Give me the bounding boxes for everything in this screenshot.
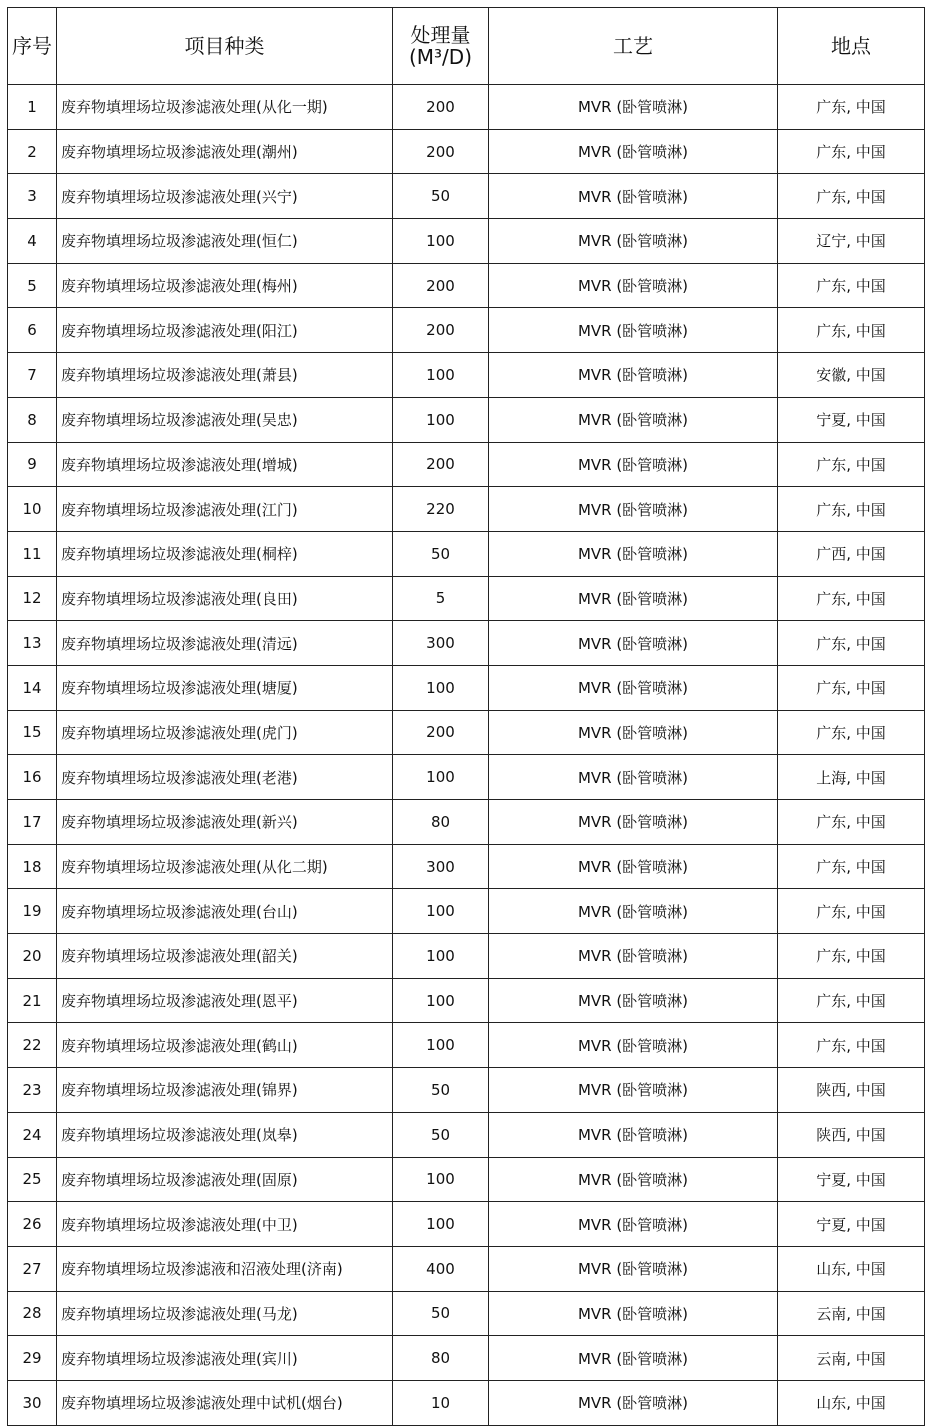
table-row [8, 487, 925, 532]
table-row [8, 1112, 925, 1157]
cell-no: 21 [8, 978, 57, 1023]
table-row [8, 621, 925, 666]
table-row [8, 889, 925, 934]
table-row [8, 1023, 925, 1068]
cell-location: 广东, 中国 [778, 889, 925, 934]
cell-capacity: 100 [393, 397, 489, 442]
cell-no: 30 [8, 1380, 57, 1425]
header-process: 工艺 [489, 8, 778, 85]
cell-location: 广东, 中国 [778, 85, 925, 130]
table-row [8, 1068, 925, 1113]
cell-location: 广东, 中国 [778, 800, 925, 845]
cell-name: 废弃物填埋场垃圾渗滤液处理中试机(烟台) [57, 1380, 393, 1425]
table-row [8, 129, 925, 174]
cell-location: 广东, 中国 [778, 978, 925, 1023]
cell-name: 废弃物填埋场垃圾渗滤液处理(鹤山) [57, 1023, 393, 1068]
cell-process: MVR (卧管喷淋) [489, 308, 778, 353]
cell-capacity: 100 [393, 934, 489, 979]
cell-location: 辽宁, 中国 [778, 219, 925, 264]
cell-name: 废弃物填埋场垃圾渗滤液处理(阳江) [57, 308, 393, 353]
cell-capacity: 200 [393, 263, 489, 308]
header-capacity-line1: 处理量 [410, 23, 471, 47]
cell-location: 广东, 中国 [778, 487, 925, 532]
cell-process: MVR (卧管喷淋) [489, 487, 778, 532]
table-row [8, 308, 925, 353]
cell-process: MVR (卧管喷淋) [489, 755, 778, 800]
table-row [8, 710, 925, 755]
cell-capacity: 100 [393, 1157, 489, 1202]
cell-name: 废弃物填埋场垃圾渗滤液处理(宾川) [57, 1336, 393, 1381]
cell-capacity: 100 [393, 1023, 489, 1068]
cell-capacity: 80 [393, 800, 489, 845]
cell-capacity: 50 [393, 531, 489, 576]
cell-process: MVR (卧管喷淋) [489, 1246, 778, 1291]
cell-process: MVR (卧管喷淋) [489, 576, 778, 621]
cell-process: MVR (卧管喷淋) [489, 844, 778, 889]
header-capacity [393, 8, 489, 85]
cell-name: 废弃物填埋场垃圾渗滤液处理(清远) [57, 621, 393, 666]
cell-capacity: 400 [393, 1246, 489, 1291]
cell-location: 广东, 中国 [778, 665, 925, 710]
cell-no: 9 [8, 442, 57, 487]
cell-capacity: 200 [393, 85, 489, 130]
cell-location: 广东, 中国 [778, 442, 925, 487]
cell-capacity: 100 [393, 978, 489, 1023]
cell-name: 废弃物填埋场垃圾渗滤液处理(吴忠) [57, 397, 393, 442]
cell-capacity: 50 [393, 1291, 489, 1336]
cell-process: MVR (卧管喷淋) [489, 353, 778, 398]
table-row [8, 1202, 925, 1247]
cell-location: 山东, 中国 [778, 1380, 925, 1425]
table-header [8, 8, 925, 85]
cell-location: 广东, 中国 [778, 308, 925, 353]
cell-process: MVR (卧管喷淋) [489, 531, 778, 576]
cell-no: 6 [8, 308, 57, 353]
cell-process: MVR (卧管喷淋) [489, 397, 778, 442]
cell-name: 废弃物填埋场垃圾渗滤液处理(梅州) [57, 263, 393, 308]
cell-process: MVR (卧管喷淋) [489, 1112, 778, 1157]
cell-name: 废弃物填埋场垃圾渗滤液处理(从化二期) [57, 844, 393, 889]
cell-process: MVR (卧管喷淋) [489, 710, 778, 755]
cell-capacity: 100 [393, 219, 489, 264]
cell-no: 16 [8, 755, 57, 800]
header-row [8, 8, 925, 85]
cell-no: 4 [8, 219, 57, 264]
cell-location: 广东, 中国 [778, 576, 925, 621]
cell-name: 废弃物填埋场垃圾渗滤液处理(萧县) [57, 353, 393, 398]
cell-capacity: 200 [393, 710, 489, 755]
cell-location: 云南, 中国 [778, 1336, 925, 1381]
cell-no: 17 [8, 800, 57, 845]
cell-no: 15 [8, 710, 57, 755]
cell-no: 26 [8, 1202, 57, 1247]
cell-process: MVR (卧管喷淋) [489, 621, 778, 666]
cell-process: MVR (卧管喷淋) [489, 1336, 778, 1381]
header-capacity-unit: (M³/D) [408, 45, 473, 69]
cell-no: 11 [8, 531, 57, 576]
table-row [8, 1157, 925, 1202]
table-row [8, 1291, 925, 1336]
table-row [8, 85, 925, 130]
cell-location: 安徽, 中国 [778, 353, 925, 398]
cell-no: 8 [8, 397, 57, 442]
table-row [8, 755, 925, 800]
table-row [8, 531, 925, 576]
header-name: 项目种类 [57, 8, 393, 85]
cell-name: 废弃物填埋场垃圾渗滤液和沼液处理(济南) [57, 1246, 393, 1291]
cell-location: 宁夏, 中国 [778, 397, 925, 442]
cell-no: 1 [8, 85, 57, 130]
cell-capacity: 300 [393, 844, 489, 889]
cell-no: 14 [8, 665, 57, 710]
cell-capacity: 100 [393, 889, 489, 934]
cell-location: 陕西, 中国 [778, 1112, 925, 1157]
header-location: 地点 [778, 8, 925, 85]
cell-name: 废弃物填埋场垃圾渗滤液处理(马龙) [57, 1291, 393, 1336]
cell-no: 25 [8, 1157, 57, 1202]
cell-name: 废弃物填埋场垃圾渗滤液处理(岚皋) [57, 1112, 393, 1157]
cell-capacity: 5 [393, 576, 489, 621]
table-row [8, 219, 925, 264]
cell-process: MVR (卧管喷淋) [489, 934, 778, 979]
cell-process: MVR (卧管喷淋) [489, 263, 778, 308]
cell-capacity: 100 [393, 665, 489, 710]
cell-name: 废弃物填埋场垃圾渗滤液处理(潮州) [57, 129, 393, 174]
cell-name: 废弃物填埋场垃圾渗滤液处理(桐梓) [57, 531, 393, 576]
cell-name: 废弃物填埋场垃圾渗滤液处理(韶关) [57, 934, 393, 979]
cell-location: 广东, 中国 [778, 710, 925, 755]
cell-process: MVR (卧管喷淋) [489, 174, 778, 219]
table-row [8, 665, 925, 710]
table-row [8, 844, 925, 889]
cell-no: 20 [8, 934, 57, 979]
table-row [8, 1336, 925, 1381]
projects-table [7, 7, 925, 1426]
cell-capacity: 100 [393, 1202, 489, 1247]
cell-name: 废弃物填埋场垃圾渗滤液处理(江门) [57, 487, 393, 532]
cell-location: 宁夏, 中国 [778, 1157, 925, 1202]
cell-name: 废弃物填埋场垃圾渗滤液处理(塘厦) [57, 665, 393, 710]
cell-process: MVR (卧管喷淋) [489, 129, 778, 174]
cell-no: 12 [8, 576, 57, 621]
cell-location: 广东, 中国 [778, 844, 925, 889]
cell-location: 云南, 中国 [778, 1291, 925, 1336]
cell-no: 7 [8, 353, 57, 398]
cell-no: 28 [8, 1291, 57, 1336]
cell-location: 广东, 中国 [778, 1023, 925, 1068]
table-row [8, 397, 925, 442]
cell-process: MVR (卧管喷淋) [489, 665, 778, 710]
table-row [8, 978, 925, 1023]
cell-capacity: 50 [393, 1068, 489, 1113]
cell-name: 废弃物填埋场垃圾渗滤液处理(增城) [57, 442, 393, 487]
cell-name: 废弃物填埋场垃圾渗滤液处理(固原) [57, 1157, 393, 1202]
cell-location: 广西, 中国 [778, 531, 925, 576]
cell-process: MVR (卧管喷淋) [489, 1291, 778, 1336]
cell-capacity: 100 [393, 353, 489, 398]
cell-capacity: 10 [393, 1380, 489, 1425]
cell-name: 废弃物填埋场垃圾渗滤液处理(良田) [57, 576, 393, 621]
header-no: 序号 [8, 8, 57, 85]
cell-no: 23 [8, 1068, 57, 1113]
cell-process: MVR (卧管喷淋) [489, 219, 778, 264]
cell-name: 废弃物填埋场垃圾渗滤液处理(中卫) [57, 1202, 393, 1247]
cell-process: MVR (卧管喷淋) [489, 978, 778, 1023]
cell-no: 18 [8, 844, 57, 889]
cell-process: MVR (卧管喷淋) [489, 1068, 778, 1113]
table-row [8, 263, 925, 308]
cell-no: 19 [8, 889, 57, 934]
cell-name: 废弃物填埋场垃圾渗滤液处理(恒仁) [57, 219, 393, 264]
cell-no: 10 [8, 487, 57, 532]
cell-process: MVR (卧管喷淋) [489, 800, 778, 845]
cell-capacity: 200 [393, 308, 489, 353]
cell-location: 广东, 中国 [778, 263, 925, 308]
cell-location: 广东, 中国 [778, 129, 925, 174]
cell-process: MVR (卧管喷淋) [489, 1380, 778, 1425]
cell-location: 广东, 中国 [778, 174, 925, 219]
cell-process: MVR (卧管喷淋) [489, 889, 778, 934]
cell-no: 24 [8, 1112, 57, 1157]
table-body [8, 85, 925, 1426]
cell-name: 废弃物填埋场垃圾渗滤液处理(老港) [57, 755, 393, 800]
cell-location: 广东, 中国 [778, 621, 925, 666]
cell-capacity: 220 [393, 487, 489, 532]
table-row [8, 1380, 925, 1425]
cell-process: MVR (卧管喷淋) [489, 85, 778, 130]
cell-capacity: 80 [393, 1336, 489, 1381]
cell-process: MVR (卧管喷淋) [489, 1157, 778, 1202]
cell-no: 5 [8, 263, 57, 308]
cell-name: 废弃物填埋场垃圾渗滤液处理(虎门) [57, 710, 393, 755]
cell-location: 山东, 中国 [778, 1246, 925, 1291]
table-row [8, 442, 925, 487]
cell-location: 陕西, 中国 [778, 1068, 925, 1113]
table-row [8, 934, 925, 979]
cell-process: MVR (卧管喷淋) [489, 1023, 778, 1068]
cell-location: 上海, 中国 [778, 755, 925, 800]
cell-no: 27 [8, 1246, 57, 1291]
cell-capacity: 300 [393, 621, 489, 666]
cell-process: MVR (卧管喷淋) [489, 1202, 778, 1247]
cell-capacity: 100 [393, 755, 489, 800]
cell-process: MVR (卧管喷淋) [489, 442, 778, 487]
table-row [8, 353, 925, 398]
cell-location: 广东, 中国 [778, 934, 925, 979]
cell-name: 废弃物填埋场垃圾渗滤液处理(兴宁) [57, 174, 393, 219]
cell-name: 废弃物填埋场垃圾渗滤液处理(恩平) [57, 978, 393, 1023]
cell-location: 宁夏, 中国 [778, 1202, 925, 1247]
table-row [8, 800, 925, 845]
cell-capacity: 50 [393, 174, 489, 219]
cell-name: 废弃物填埋场垃圾渗滤液处理(从化一期) [57, 85, 393, 130]
cell-capacity: 50 [393, 1112, 489, 1157]
cell-no: 29 [8, 1336, 57, 1381]
table-row [8, 1246, 925, 1291]
cell-no: 13 [8, 621, 57, 666]
cell-name: 废弃物填埋场垃圾渗滤液处理(台山) [57, 889, 393, 934]
cell-no: 3 [8, 174, 57, 219]
table-row [8, 174, 925, 219]
cell-capacity: 200 [393, 129, 489, 174]
cell-name: 废弃物填埋场垃圾渗滤液处理(锦界) [57, 1068, 393, 1113]
cell-capacity: 200 [393, 442, 489, 487]
cell-no: 22 [8, 1023, 57, 1068]
cell-no: 2 [8, 129, 57, 174]
table-row [8, 576, 925, 621]
cell-name: 废弃物填埋场垃圾渗滤液处理(新兴) [57, 800, 393, 845]
